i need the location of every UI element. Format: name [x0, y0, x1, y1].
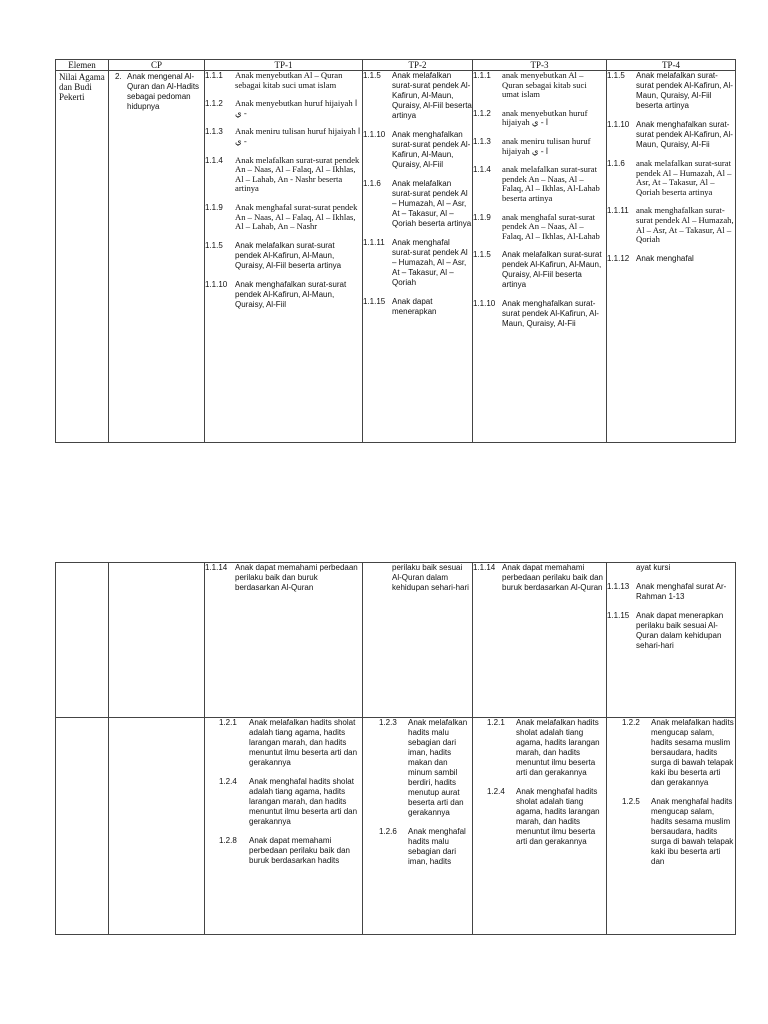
- tp4-list: [607, 582, 735, 651]
- tp-number: 1.1.5: [363, 71, 381, 80]
- tp-number: 1.1.3: [473, 136, 491, 146]
- tp-item: [379, 827, 472, 867]
- tp-text: Anak melafalkan surat-surat pendek Al – Humazah, Al – Asr, At – Takasur, Al – Qoriah beserta artinya: [392, 179, 472, 228]
- tp-number: 1.1.15: [363, 297, 386, 306]
- tp-item: [622, 718, 735, 788]
- tp-text: anak menyebutkan Al – Quran sebagai kitab suci umat islam: [502, 70, 587, 100]
- tp-number: 1.2.6: [379, 827, 397, 836]
- tp-number: 1.1.15: [607, 611, 630, 620]
- tp-item: [219, 777, 362, 827]
- cp-item: [109, 71, 204, 112]
- tp-number: 1.1.10: [473, 299, 496, 309]
- tp-text: anak menghafalkan surat-surat pendek Al – Humazah, Al – Asr, At – Takasur, Al – Qoriah: [636, 205, 734, 245]
- tp1-cell: [205, 718, 363, 935]
- header-tp1: TP-1: [205, 60, 363, 71]
- elemen-cell: [56, 563, 109, 718]
- tp4-cell: [607, 563, 736, 718]
- tp-item: [379, 718, 472, 818]
- tp-text: anak melafalkan surat-surat pendek An – Naas, Al – Falaq, Al – Ikhlas, Al-Lahab beserta artinya: [502, 164, 600, 203]
- tp-item: [473, 563, 606, 593]
- elemen-cell: [56, 718, 109, 935]
- tp-item: [363, 71, 472, 121]
- tp-text: anak melafalkan surat-surat pendek Al – Humazah, Al – Asr, At – Takasur, Al – Qoriah beserta artinya: [636, 158, 732, 197]
- tp-text: Anak melafalkan hadits malu sebagian dari iman, hadits makan dan minum sambil berdiri, hadits menutup aurat beserta arti dan gerakannya: [408, 718, 468, 817]
- tp-text: Anak menghafalkan surat-surat pendek Al-Kafirun, Al-Maun, Quraisy, Al-Fiil: [392, 130, 471, 169]
- tp-text: Anak melafalkan hadits sholat adalah tiang agama, hadits larangan marah, dan hadits menuntut ilmu beserta arti dan gerakannya: [516, 718, 600, 777]
- tp-item: [607, 563, 735, 573]
- tp-number: 1.2.5: [622, 797, 640, 806]
- tp-number: 1.1.2: [205, 99, 223, 109]
- tp-text: ayat kursi: [636, 563, 671, 572]
- tp-number: 1.1.9: [205, 202, 223, 212]
- tp-number: 1.2.1: [487, 718, 505, 727]
- tp4-cell: [607, 71, 736, 443]
- tp-number: 1.2.8: [219, 836, 237, 845]
- tp-item: [607, 582, 735, 602]
- tp-item: [473, 250, 606, 290]
- tp-text: Anak menghafal hadits malu sebagian dari iman, hadits: [408, 827, 466, 866]
- tp-text: Anak menghafal hadits mengucap salam, hadits sesama muslim bersaudara, hadits surga di bawah telapak kaki ibu beserta arti dan: [651, 797, 734, 866]
- header-elemen: Elemen: [56, 60, 109, 71]
- tp-item: [205, 127, 362, 146]
- tp-text: Anak meniru tulisan huruf hijaiyah ا - ي: [235, 126, 361, 146]
- tp-number: 1.1.11: [607, 206, 629, 216]
- tp4-cell: [607, 718, 736, 935]
- header-tp2: TP-2: [363, 60, 473, 71]
- tp-item: [607, 120, 735, 150]
- tp-number: 1.1.3: [205, 127, 223, 137]
- tp-text: Anak dapat menerapkan: [392, 297, 437, 316]
- tp1-cell: [205, 71, 363, 443]
- header-cp: CP: [109, 60, 205, 71]
- tp-text: Anak menghafalkan surat-surat pendek Al-Kafirun, Al-Maun, Quraisy, Al-Fii: [636, 120, 733, 149]
- tp-number: 1.1.5: [473, 250, 491, 260]
- tp-text: Anak melafalkan surat-surat pendek Al-Kafirun, Al-Maun, Quraisy, Al-Fiil beserta artinya: [502, 250, 602, 290]
- tp-item: [473, 213, 606, 242]
- tp-text: anak meniru tulisan huruf hijaiyah ا - ي: [502, 135, 591, 156]
- tp-number: 1.1.6: [363, 179, 381, 188]
- tp-text: Anak menghafalkan surat-surat pendek Al-Kafirun, Al-Maun, Quraisy, Al-Fiil: [235, 279, 347, 309]
- objectives-table-page-1: [55, 59, 736, 443]
- tp-number: 1.1.10: [607, 120, 630, 129]
- tp-item: [363, 130, 472, 170]
- tp-item: [205, 203, 362, 232]
- tp-number: 1.2.4: [219, 777, 237, 786]
- tp-item: [363, 297, 472, 317]
- tp-text: Anak menyebutkan huruf hijaiyah ا - ي: [235, 98, 358, 118]
- tp-item: [622, 797, 735, 867]
- tp-number: 1.1.2: [473, 108, 491, 118]
- tp-number: 1.1.13: [607, 582, 630, 591]
- tp-item: [487, 718, 606, 778]
- tp-item: [363, 238, 472, 288]
- tp-text: Anak dapat memahami perbedaan perilaku baik dan buruk berdasarkan hadits: [249, 836, 350, 865]
- tp-text: Anak menghafal surat-surat pendek Al – Humazah, Al – Asr, At – Takasur, Al – Qoriah: [392, 238, 468, 287]
- header-tp4: TP-4: [607, 60, 736, 71]
- tp-number: 1.1.5: [205, 240, 223, 250]
- tp-text: Anak dapat menerapkan perilaku baik sesuai Al-Quran dalam kehidupan sehari-hari: [636, 611, 724, 650]
- tp-item: [363, 179, 472, 229]
- tp2-cell: [363, 71, 473, 443]
- tp-text: Anak dapat memahami perbedaan perilaku baik dan buruk berdasarkan Al-Quran: [502, 563, 603, 592]
- tp-text: anak menghafal surat-surat pendek An – Naas, Al – Falaq, Al – Ikhlas, Al-Lahab: [502, 211, 600, 241]
- table-row: [56, 71, 736, 443]
- tp-item: [473, 109, 606, 128]
- tp-text: Anak melafalkan hadits sholat adalah tiang agama, hadits larangan marah, dan hadits menuntut ilmu beserta arti dan gerakannya: [249, 718, 358, 767]
- tp-text: Anak melafalkan surat-surat pendek Al-Kafirun, Al-Maun, Quraisy, Al-Fiil beserta artinya: [235, 240, 342, 270]
- tp-item: [473, 299, 606, 329]
- tp3-cell: [473, 718, 607, 935]
- tp-item: [473, 137, 606, 156]
- tp-number: 1.2.2: [622, 718, 640, 727]
- tp-text: Anak menghafalkan surat-surat pendek Al-Kafirun, Al-Maun, Quraisy, Al-Fii: [502, 299, 599, 329]
- tp-item: [205, 563, 362, 593]
- tp-number: 1.1.14: [205, 563, 228, 572]
- tp-number: 1.1.1: [205, 71, 223, 80]
- tp-text: Anak menghafal hadits sholat adalah tiang agama, hadits larangan marah, dan hadits menuntut ilmu beserta arti dan gerakannya: [516, 787, 600, 846]
- tp-number: 1.1.6: [607, 159, 625, 168]
- tp-number: 1.1.4: [473, 165, 491, 175]
- tp-number: 1.1.10: [363, 130, 386, 139]
- tp-text: Anak melafalkan surat-surat pendek Al-Kafirun, Al-Maun, Quraisy, Al-Fiil beserta artinya: [636, 71, 733, 110]
- tp-item: [205, 71, 362, 90]
- tp-item: [219, 836, 362, 866]
- header-row: [56, 60, 736, 71]
- tp-number: 1.1.1: [473, 71, 491, 80]
- tp-item: [607, 71, 735, 111]
- tp1-cell: [205, 563, 363, 718]
- tp-text: Anak menghafal: [636, 253, 694, 263]
- tp-item: [487, 787, 606, 847]
- tp-text: Anak menghafal surat-surat pendek An – Naas, Al – Falaq, Al – Ikhlas, Al – Lahab, An – Nashr: [235, 201, 358, 232]
- tp-number: 1.1.12: [607, 253, 630, 263]
- tp-item: [205, 156, 362, 194]
- tp-text: Anak melafalkan surat-surat pendek An – Naas, Al – Falaq, Al – Ikhlas, Al – Lahab, An - Nashr beserta artinya: [235, 154, 360, 194]
- tp-number: 1.1.11: [363, 238, 385, 247]
- tp-item: [473, 165, 606, 203]
- tp2-cell: [363, 563, 473, 718]
- tp-item: [205, 280, 362, 310]
- tp-item: [473, 71, 606, 100]
- tp-item: [607, 159, 735, 197]
- cp-cell: [109, 718, 205, 935]
- tp3-cell: [473, 71, 607, 443]
- tp-item: [363, 563, 472, 593]
- tp-text: anak menyebutkan huruf hijaiyah ا - ي: [502, 107, 588, 128]
- cp-text: Anak mengenal Al-Quran dan Al-Hadits sebagai pedoman hidupnya: [127, 72, 200, 111]
- cp-cell: [109, 563, 205, 718]
- table-row: [56, 563, 736, 718]
- tp-number: 1.2.3: [379, 718, 397, 727]
- tp-text: Anak menyebutkan Al – Quran sebagai kitab suci umat islam: [235, 70, 343, 90]
- tp-item: [607, 254, 735, 264]
- tp-item: [205, 99, 362, 118]
- tp-text: Anak menghafal surat Ar-Rahman 1-13: [636, 582, 727, 601]
- header-tp3: TP-3: [473, 60, 607, 71]
- tp-item: [607, 611, 735, 651]
- tp-text: Anak menghafal hadits sholat adalah tiang agama, hadits larangan marah, dan hadits menuntut ilmu beserta arti dan gerakannya: [249, 777, 358, 826]
- tp-item: [607, 206, 735, 244]
- tp-text: Anak dapat memahami perbedaan perilaku baik dan buruk berdasarkan Al-Quran: [235, 563, 358, 592]
- tp-number: 1.1.4: [205, 155, 223, 165]
- elemen-text: Nilai Agama dan Budi Pekerti: [59, 72, 105, 102]
- tp-number: 1.1.9: [473, 212, 491, 222]
- elemen-cell: [56, 71, 109, 443]
- cp-cell: [109, 71, 205, 443]
- objectives-table-page-2: [55, 562, 736, 935]
- tp-number: 1.1.14: [473, 563, 496, 572]
- tp-text: Anak melafalkan surat-surat pendek Al-Kafirun, Al-Maun, Quraisy, Al-Fiil beserta artinya: [392, 71, 472, 120]
- tp-number: 1.1.10: [205, 279, 228, 289]
- tp-number: 1.1.5: [607, 71, 625, 80]
- table-row: [56, 718, 736, 935]
- tp-text: perilaku baik sesuai Al-Quran dalam kehidupan sehari-hari: [392, 563, 469, 592]
- tp-item: [205, 241, 362, 271]
- tp2-cell: [363, 718, 473, 935]
- tp-number: 1.2.4: [487, 787, 505, 796]
- tp-text: Anak melafalkan hadits mengucap salam, hadits sesama muslim bersaudara, hadits surga di bawah telapak kaki ibu beserta arti dan gerakannya: [651, 718, 734, 787]
- tp-number: 1.2.1: [219, 718, 237, 727]
- tp3-cell: [473, 563, 607, 718]
- cp-number: 2.: [115, 72, 122, 81]
- tp-item: [219, 718, 362, 768]
